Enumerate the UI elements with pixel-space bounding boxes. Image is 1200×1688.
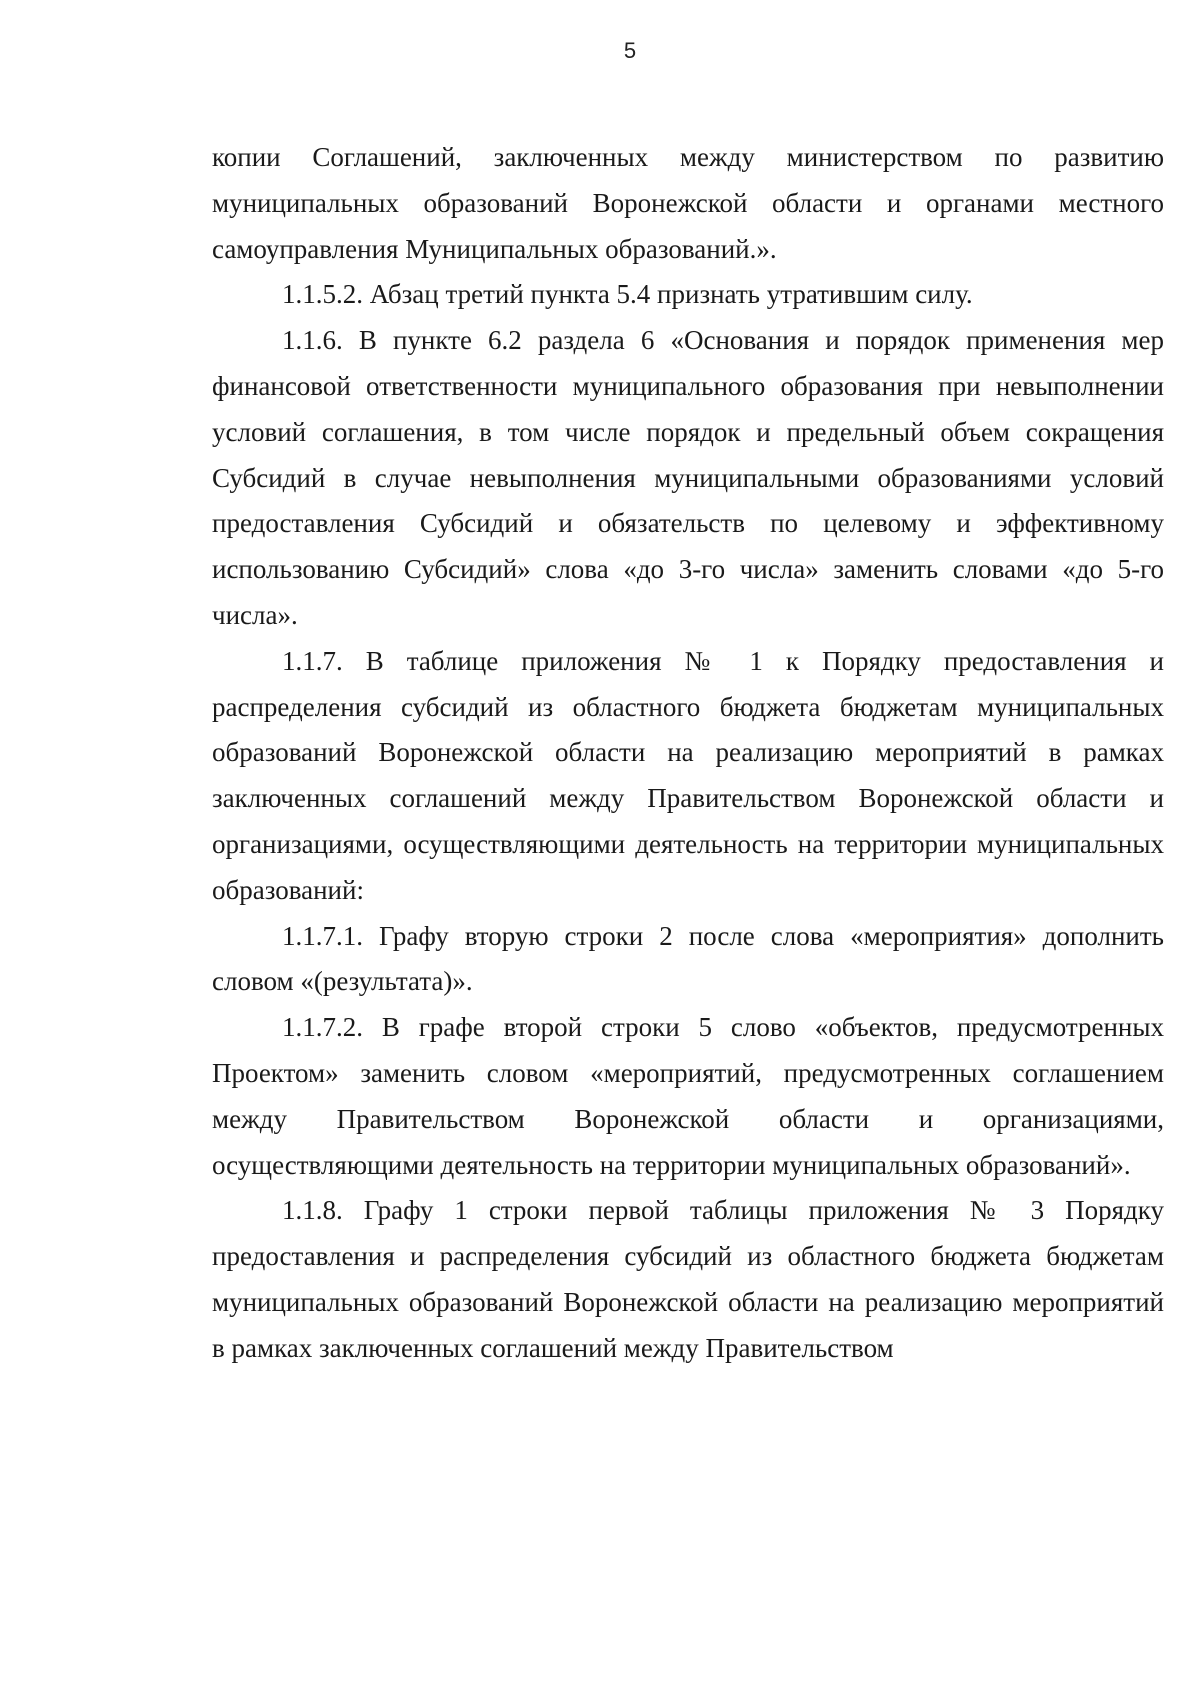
paragraph-1-1-5-2: 1.1.5.2. Абзац третий пункта 5.4 признать утратившим силу.: [282, 279, 973, 310]
paragraph-1-1-6: 1.1.6. В пункте 6.2 раздела 6 «Основания и порядок применения мер финансовой ответственности муниципального образования при невыполнении условий соглашения, в том числе порядок и предельный объем сокращения Субсидий в случае невыполнения муниципальными образованиями условий предоставления Субсидий и обязательств по целевому и эффективному использованию Субсидий» слова «до 3-го числа» заменить словами «до 5-го числа».: [212, 325, 1164, 630]
paragraph-1-1-7: 1.1.7. В таблице приложения № 1 к Порядку предоставления и распределения субсидий из областного бюджета бюджетам муниципальных образований Воронежской области на реализацию мероприятий в рамках заключенных соглашений между Правительством Воронежской области и организациями, осуществляющими деятельность на территории муниципальных образований:: [212, 645, 1164, 905]
document-body: [212, 135, 1164, 1372]
paragraph-1: копии Соглашений, заключенных между министерством по развитию муниципальных образований Воронежской области и органами местного самоуправления Муниципальных образований.».: [212, 142, 1164, 264]
paragraph-1-1-7-1: 1.1.7.1. Графу вторую строки 2 после слова «мероприятия» дополнить словом «(результата)».: [212, 920, 1164, 997]
page-number: 5: [623, 38, 637, 63]
paragraph-1-1-8: 1.1.8. Графу 1 строки первой таблицы приложения № 3 Порядку предоставления и распределения субсидий из областного бюджета бюджетам муниципальных образований Воронежской области на реализацию мероприятий в рамках заключенных соглашений между Правительством: [212, 1195, 1164, 1363]
paragraph-1-1-7-2: 1.1.7.2. В графе второй строки 5 слово «объектов, предусмотренных Проектом» заменить словом «мероприятий, предусмотренных соглашением между Правительством Воронежской области и организациями, осуществляющими деятельность на территории муниципальных образований».: [212, 1012, 1164, 1180]
